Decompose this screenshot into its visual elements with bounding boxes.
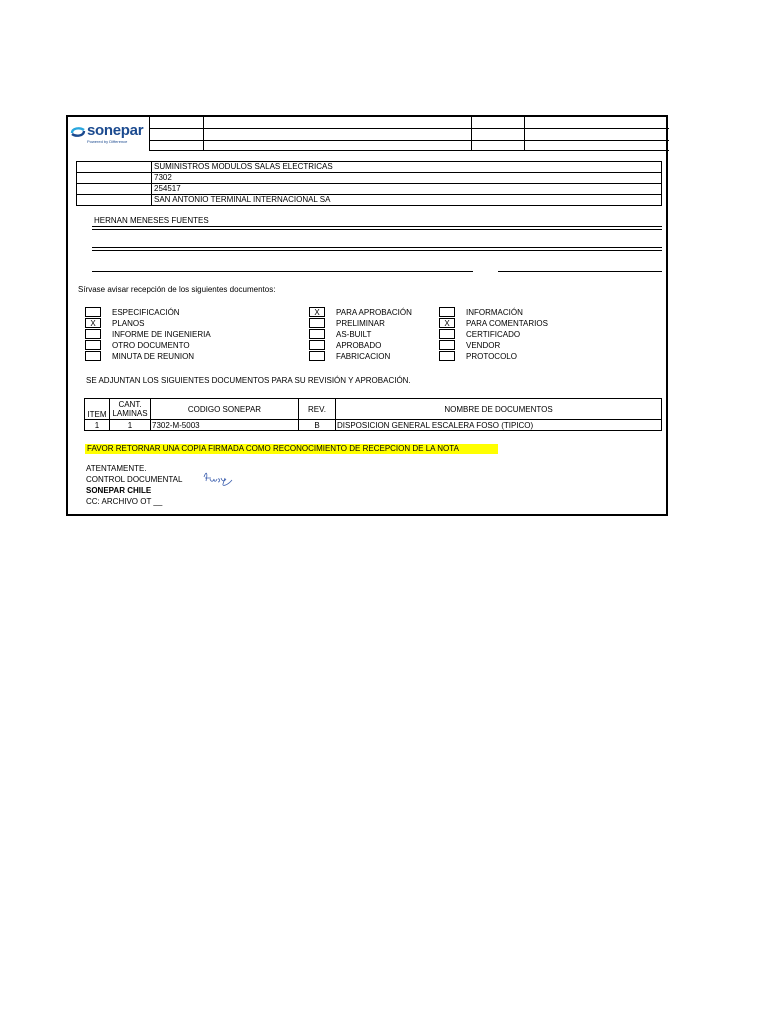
header-cant <box>110 399 151 420</box>
info-row <box>77 184 662 195</box>
checkbox-vendor[interactable] <box>439 340 455 350</box>
signature-image <box>202 469 236 489</box>
checkbox-para-comentarios[interactable]: X <box>439 318 455 328</box>
checkbox-label: FABRICACION <box>336 352 391 361</box>
checkbox-otro-documento[interactable] <box>85 340 101 350</box>
header-cant-bottom: LAMINAS <box>112 409 148 418</box>
sonepar-logo-icon <box>70 126 86 138</box>
checkbox-label: OTRO DOCUMENTO <box>112 341 190 350</box>
cell-rev: B <box>299 420 336 431</box>
attention-line <box>92 271 473 272</box>
checkbox-aprobado[interactable] <box>309 340 325 350</box>
recipient-underline <box>92 226 662 230</box>
checkbox-label: MINUTA DE REUNION <box>112 352 195 361</box>
footer-line-1: ATENTAMENTE. <box>86 464 147 473</box>
header-item: ITEM <box>85 399 110 420</box>
transmittal-sheet <box>66 115 668 516</box>
info-label-cell <box>77 195 152 206</box>
checkbox-label: PROTOCOLO <box>466 352 517 361</box>
checkbox-especificacion[interactable] <box>85 307 101 317</box>
checkbox-certificado[interactable] <box>439 329 455 339</box>
info-row <box>77 162 662 173</box>
checkbox-informe-ingenieria[interactable] <box>85 329 101 339</box>
attached-documents-note: SE ADJUNTAN LOS SIGUIENTES DOCUMENTOS PARA SU REVISIÓN Y APROBACIÓN. <box>86 376 411 385</box>
table-header-row <box>85 399 662 420</box>
recipient-name: HERNAN MENESES FUENTES <box>94 216 209 225</box>
checkbox-informacion[interactable] <box>439 307 455 317</box>
checkbox-fabricacion[interactable] <box>309 351 325 361</box>
info-label-cell <box>77 173 152 184</box>
info-value-cell: 254517 <box>152 184 662 195</box>
checkbox-planos[interactable]: X <box>85 318 101 328</box>
project-info-table <box>76 161 662 206</box>
sonepar-logo <box>70 121 150 143</box>
date-line <box>498 271 662 272</box>
checkbox-label: PARA APROBACIÓN <box>336 308 412 317</box>
info-value-cell: 7302 <box>152 173 662 184</box>
intro-text: Sírvase avisar recepción de los siguientes documentos: <box>78 285 276 294</box>
cell-nombre: DISPOSICION GENERAL ESCALERA FOSO (TIPICO) <box>336 420 662 431</box>
header-grid <box>149 117 669 151</box>
checkbox-label: ESPECIFICACIÓN <box>112 308 180 317</box>
return-copy-note: FAVOR RETORNAR UNA COPIA FIRMADA COMO RECONOCIMIENTO DE RECEPCION DE LA NOTA <box>87 444 459 453</box>
checkbox-label: INFORMACIÓN <box>466 308 523 317</box>
footer-line-2: CONTROL DOCUMENTAL <box>86 475 183 484</box>
cell-cant: 1 <box>110 420 151 431</box>
checkbox-label: PRELIMINAR <box>336 319 385 328</box>
header-codigo: CODIGO SONEPAR <box>151 399 299 420</box>
cell-codigo: 7302-M-5003 <box>151 420 299 431</box>
checkbox-label: CERTIFICADO <box>466 330 521 339</box>
info-row <box>77 195 662 206</box>
header-nombre: NOMBRE DE DOCUMENTOS <box>336 399 662 420</box>
logo-tagline: Powered by Difference <box>87 139 128 144</box>
footer-line-3: SONEPAR CHILE <box>86 486 152 495</box>
logo-wordmark: sonepar <box>87 122 144 139</box>
footer-line-4: CC: ARCHIVO OT __ <box>86 497 163 506</box>
checkbox-label: APROBADO <box>336 341 382 350</box>
table-row <box>85 420 662 431</box>
checkbox-as-built[interactable] <box>309 329 325 339</box>
checkbox-label: AS-BUILT <box>336 330 372 339</box>
checkbox-label: VENDOR <box>466 341 501 350</box>
documents-table <box>84 398 662 431</box>
checkbox-label: PLANOS <box>112 319 145 328</box>
info-row <box>77 173 662 184</box>
checkbox-label: PARA COMENTARIOS <box>466 319 548 328</box>
info-label-cell <box>77 184 152 195</box>
checkbox-minuta-reunion[interactable] <box>85 351 101 361</box>
info-value-cell: SUMINISTROS MODULOS SALAS ELECTRICAS <box>152 162 662 173</box>
header-rev: REV. <box>299 399 336 420</box>
cell-item: 1 <box>85 420 110 431</box>
header-cant-top: CANT. <box>118 400 142 409</box>
checkbox-label: INFORME DE INGENIERIA <box>112 330 211 339</box>
info-value-cell: SAN ANTONIO TERMINAL INTERNACIONAL SA <box>152 195 662 206</box>
checkbox-preliminar[interactable] <box>309 318 325 328</box>
info-label-cell <box>77 162 152 173</box>
checkbox-protocolo[interactable] <box>439 351 455 361</box>
checkbox-para-aprobacion[interactable]: X <box>309 307 325 317</box>
address-line <box>92 247 662 251</box>
